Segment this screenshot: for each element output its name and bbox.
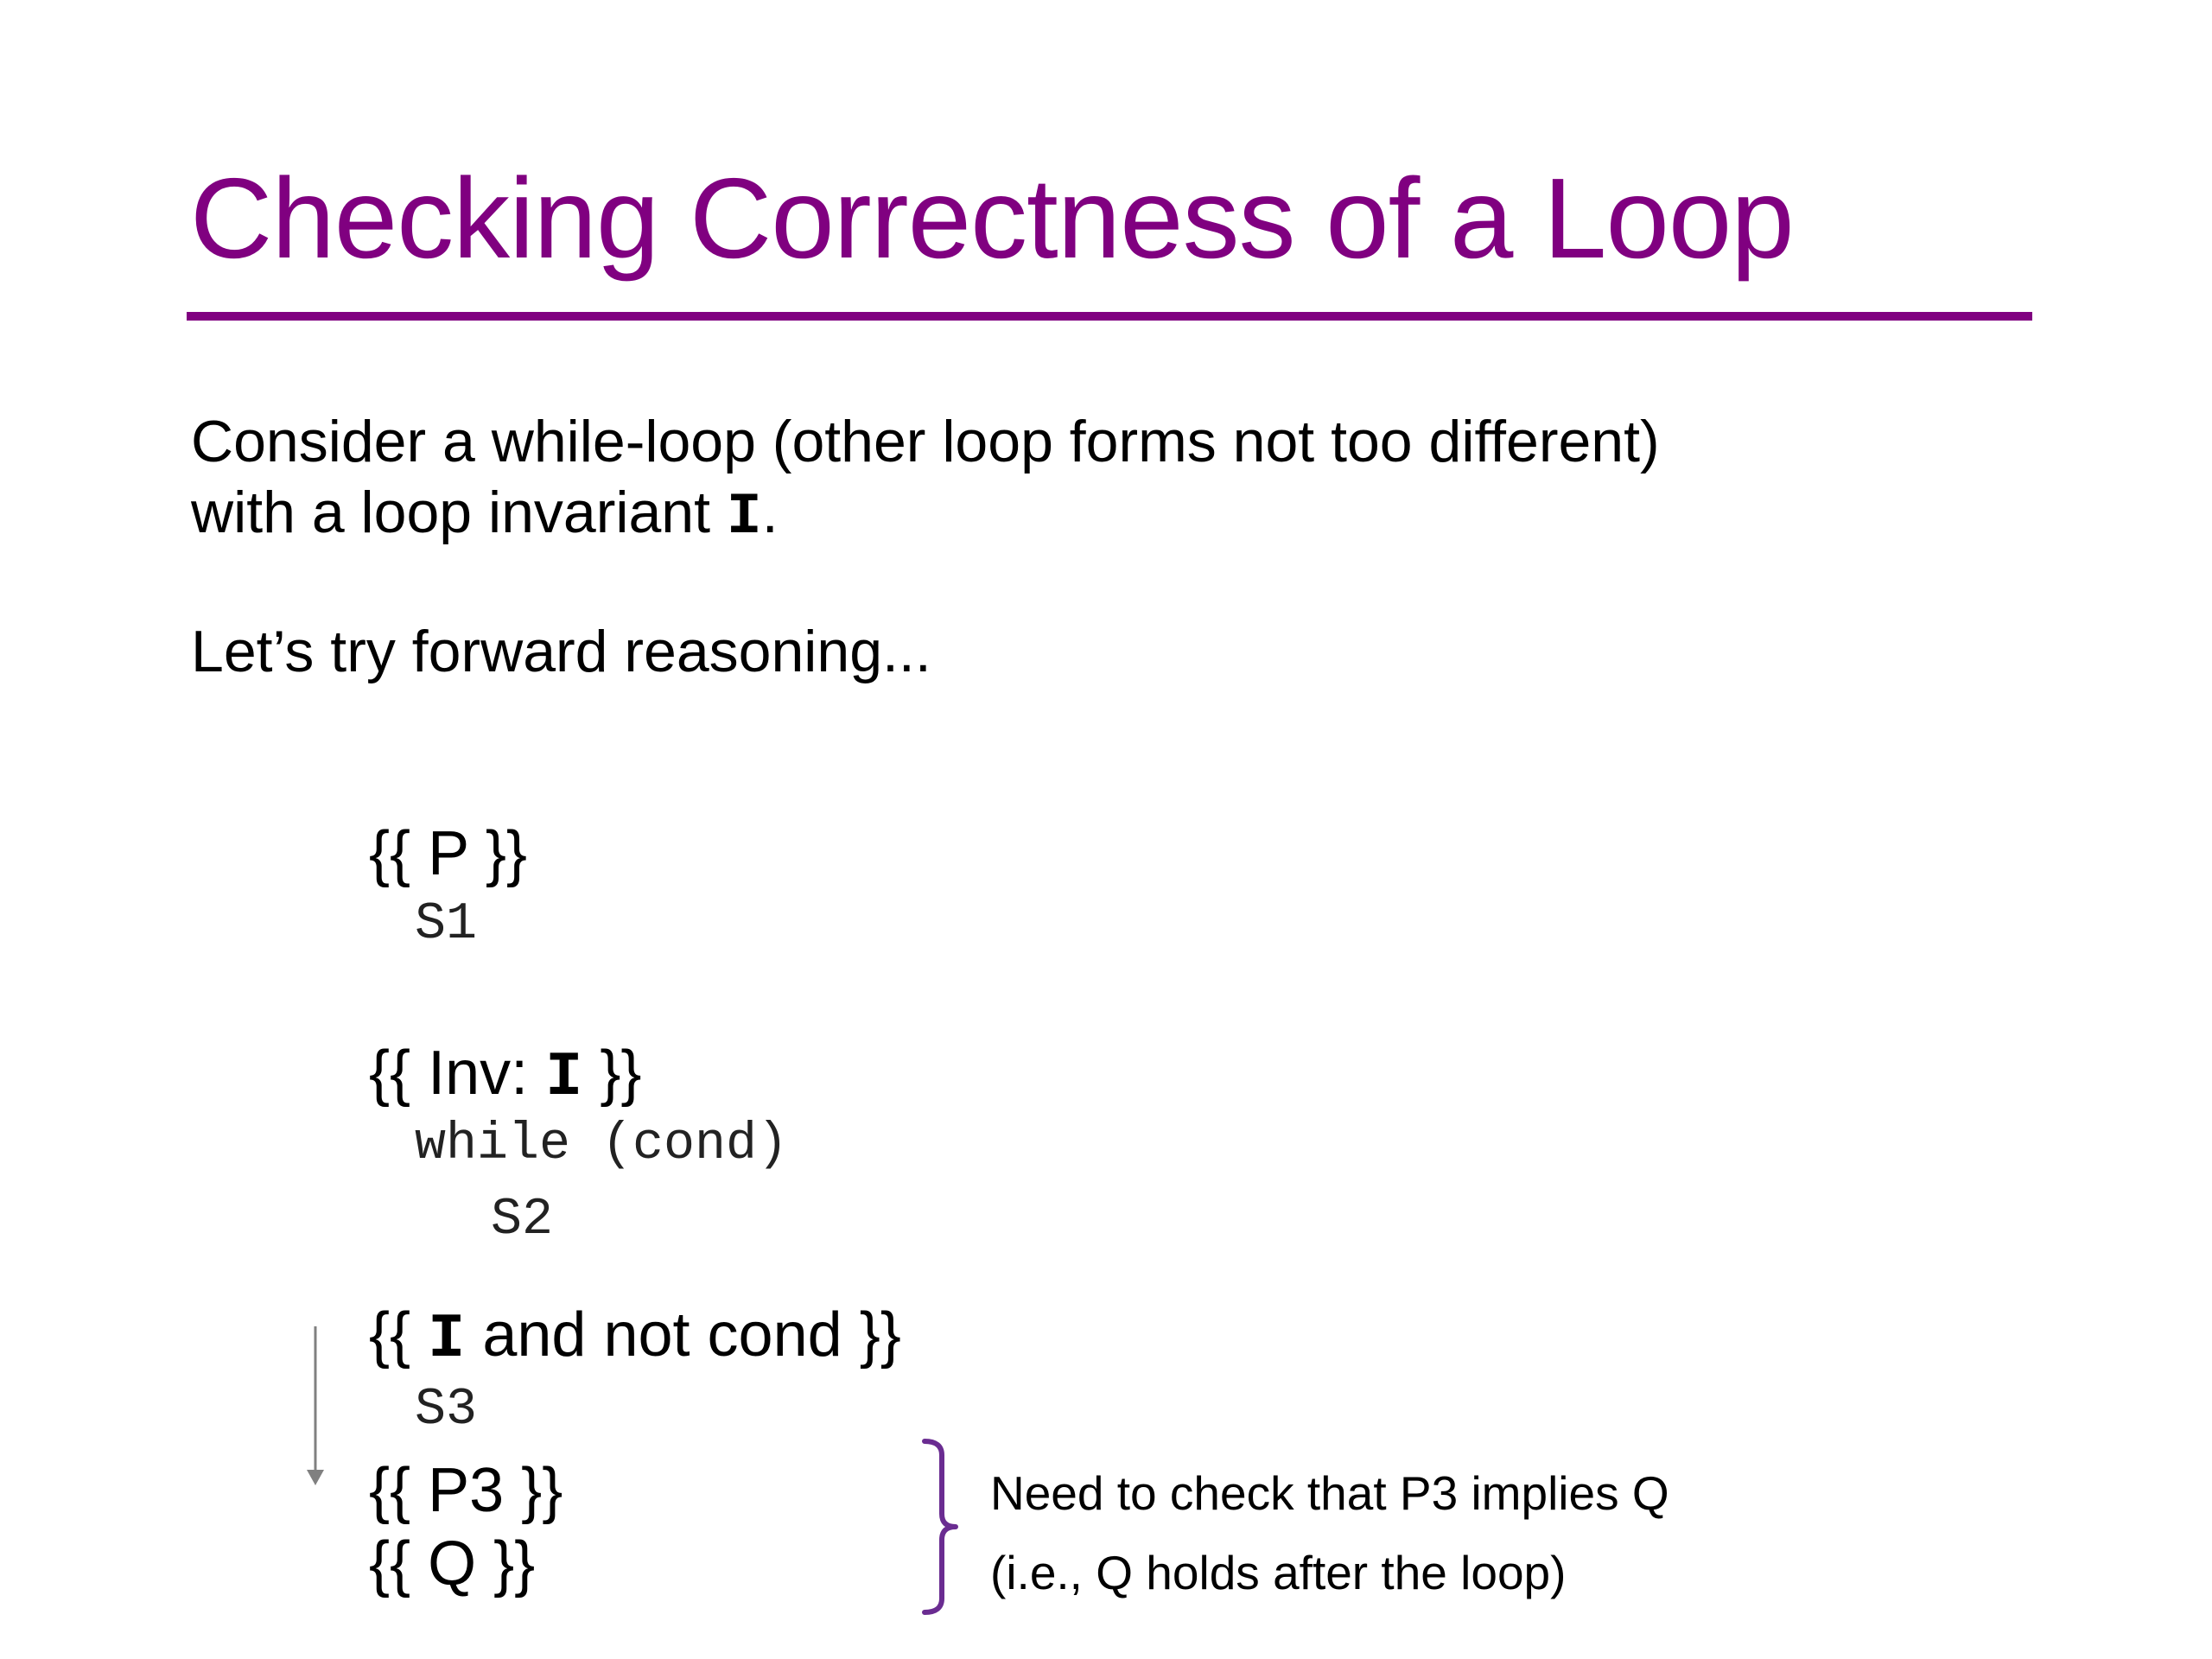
postcondition-q: {{ Q }} xyxy=(369,1529,536,1599)
down-arrow-icon xyxy=(302,1326,328,1486)
note-line-2: (i.e., Q holds after the loop) xyxy=(990,1546,1567,1599)
invariant-symbol: I xyxy=(545,1042,583,1113)
invariant-symbol: I xyxy=(726,484,762,550)
intro-line-2-suffix: . xyxy=(761,480,779,545)
loop-invariant-annotation xyxy=(369,1037,641,1114)
title-underline xyxy=(187,312,2032,321)
slide-title: Checking Correctness of a Loop xyxy=(190,155,1794,282)
intro-paragraph xyxy=(191,406,1660,553)
precondition-close: }} xyxy=(467,819,527,888)
right-curly-brace-icon xyxy=(921,1438,961,1616)
exit-rest: and not cond }} xyxy=(465,1300,901,1370)
while-statement: while (cond) xyxy=(415,1116,789,1174)
invariant-symbol: I xyxy=(428,1304,466,1375)
invariant-open: {{ Inv: xyxy=(369,1039,546,1108)
statement-s1: S1 xyxy=(415,895,478,954)
intro-line-1: Consider a while-loop (other loop forms not too different) xyxy=(191,409,1660,474)
precondition xyxy=(369,817,527,890)
statement-s3: S3 xyxy=(415,1381,478,1440)
precondition-open: {{ xyxy=(369,819,429,888)
postcondition-p3: {{ P3 }} xyxy=(369,1456,563,1525)
exit-open: {{ xyxy=(369,1300,429,1370)
forward-reasoning-text: Let’s try forward reasoning... xyxy=(191,619,931,684)
note-line-1: Need to check that P3 implies Q xyxy=(990,1466,1669,1520)
precondition-body: P xyxy=(428,819,468,888)
intro-line-2-prefix: with a loop invariant xyxy=(191,480,727,545)
loop-exit-condition xyxy=(369,1299,901,1376)
intro-line-2 xyxy=(191,477,1660,553)
invariant-close: }} xyxy=(582,1039,642,1108)
statement-s2: S2 xyxy=(491,1191,554,1249)
